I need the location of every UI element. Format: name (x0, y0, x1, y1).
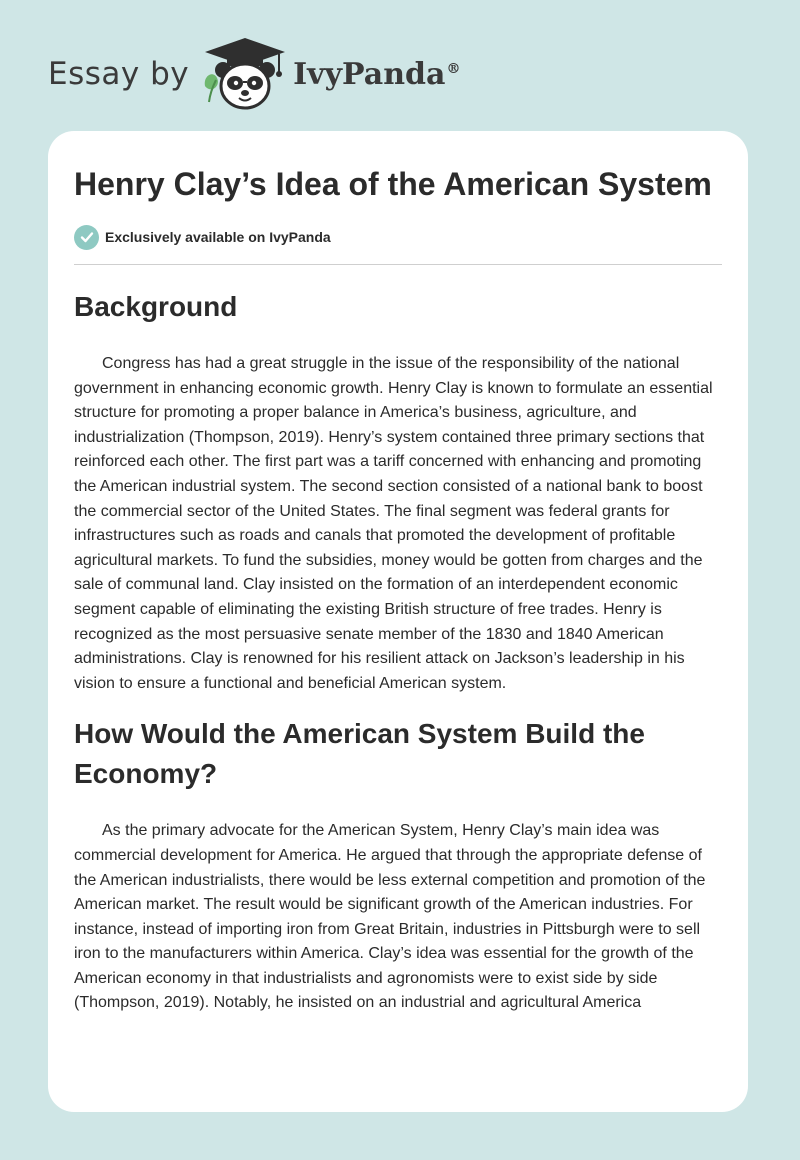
section-paragraph-economy: As the primary advocate for the American System, Henry Clay’s main idea was commercial development for America. He argued that through the appropriate defense of the American industrialists, there would be less external competition and promotion of the American market. The result would be significant growth of the American industries. For instance, instead of importing iron from Great Britain, industries in Pittsburgh were to sell iron to the manufacturers within America. Clay’s idea was essential for the growth of the American economy in that industrialists and agronomists were to exist side by side (Thompson, 2019). Notably, he insisted on an industrial and agricultural America (74, 822, 706, 1012)
registered-mark: ® (446, 60, 461, 77)
check-icon (74, 225, 99, 250)
essay-card (48, 131, 748, 1112)
brand-name[interactable]: IvyPanda® (293, 56, 461, 92)
site-header (48, 34, 460, 114)
exclusive-badge (74, 224, 722, 250)
section-paragraph-background: Congress has had a great struggle in the issue of the responsibility of the national government in enhancing economic growth. Henry Clay is known to formulate an essential structure for promoting a proper balance in America’s business, agriculture, and industrialization (Thompson, 2019). Henry’s system contained three primary sections that reinforced each other. The first part was a tariff concerned with enhancing and promoting the American industrial system. The second section consisted of a national bank to boost the commercial sector of the United States. The final segment was federal grants for infrastructures such as roads and canals that promoted the development of profitable agricultural markets. To fund the subsidies, money would be gotten from charges and the sale of communal land. Clay insisted on the formation of an interdependent economic segment capable of eliminating the existing British structure of free trades. Henry is recognized as the most persuasive senate member of the 1830 and 1840 American administrations. Clay is renowned for his resilient attack on Jackson’s leadership in his vision to ensure a functional and beneficial American system. (74, 355, 713, 692)
page-title: Henry Clay’s Idea of the American System (74, 166, 712, 202)
section-heading-background: Background (74, 291, 238, 322)
title-divider (74, 264, 722, 265)
essay-by-label: Essay by (48, 56, 190, 92)
section-heading-economy: How Would the American System Build the Economy? (74, 718, 645, 790)
exclusive-badge-text: Exclusively available on IvyPanda (105, 229, 331, 245)
panda-graduate-icon[interactable] (201, 36, 289, 112)
